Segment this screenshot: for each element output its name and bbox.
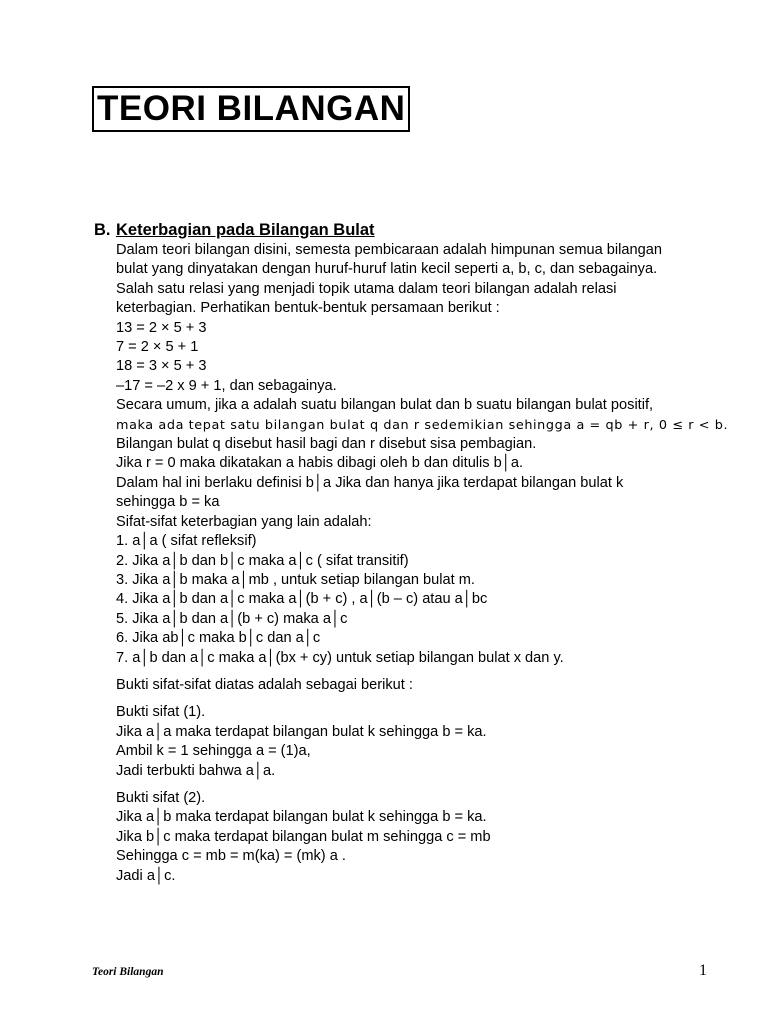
text-line: bulat yang dinyatakan dengan huruf-huruf latin kecil seperti a, b, c, dan sebagainya. [116,261,658,278]
page-number: 1 [699,962,707,979]
text-line: 6. Jika ab│c maka b│c dan a│c [116,630,321,647]
body-text [116,241,736,886]
text-line: Jika a│a maka terdapat bilangan bulat k sehingga b = ka. [116,723,487,740]
section-header [94,220,375,240]
text-line: Bukti sifat-sifat diatas adalah sebagai berikut : [116,676,413,693]
text-line: Secara umum, jika a adalah suatu bilangan bulat dan b suatu bilangan bulat positif, [116,397,654,414]
text-line: Jadi terbukti bahwa a│a. [116,762,276,779]
text-line: –17 = –2 x 9 + 1, dan sebagainya. [116,377,337,394]
text-line: Dalam teori bilangan disini, semesta pembicaraan adalah himpunan semua bilangan [116,242,662,258]
paragraph-gap [116,668,736,676]
text-line: Bukti sifat (1). [116,704,206,721]
text-line: 3. Jika a│b maka a│mb , untuk setiap bilangan bulat m. [116,571,475,588]
text-line: Jika r = 0 maka dikatakan a habis dibagi oleh b dan ditulis b│a. [116,455,524,472]
text-line: Jika b│c maka terdapat bilangan bulat m sehingga c = mb [116,828,491,845]
text-line: 7. a│b dan a│c maka a│(bx + cy) untuk setiap bilangan bulat x dan y. [116,649,564,666]
text-line: Sehingga c = mb = m(ka) = (mk) a . [116,848,346,865]
text-line: Sifat-sifat keterbagian yang lain adalah: [116,513,372,530]
text-line: 13 = 2 × 5 + 3 [116,319,207,336]
text-line: Ambil k = 1 sehingga a = (1)a, [116,743,311,760]
text-line: keterbagian. Perhatikan bentuk-bentuk persamaan berikut : [116,300,500,317]
footer-title: Teori Bilangan [92,966,164,978]
text-line: 4. Jika a│b dan a│c maka a│(b + c) , a│(b – c) atau a│bc [116,591,488,608]
text-line: Salah satu relasi yang menjadi topik utama dalam teori bilangan adalah relasi [116,280,617,297]
text-line: Bukti sifat (2). [116,789,206,806]
text-line: Jika a│b maka terdapat bilangan bulat k sehingga b = ka. [116,809,487,826]
paragraph-gap [116,781,736,789]
text-line: Dalam hal ini berlaku definisi b│a Jika dan hanya jika terdapat bilangan bulat k [116,474,624,491]
text-line: Jadi a│c. [116,867,176,884]
section-heading: Keterbagian pada Bilangan Bulat [116,221,375,239]
paragraph-gap [116,695,736,703]
text-line: 2. Jika a│b dan b│c maka a│c ( sifat transitif) [116,552,409,569]
text-line: maka ada tepat satu bilangan bulat q dan r sedemikian sehingga a = qb + r, 0 ≤ r < b. [116,417,729,433]
text-line: 18 = 3 × 5 + 3 [116,358,207,375]
section-number: B. [94,221,111,239]
text-line: 7 = 2 × 5 + 1 [116,339,199,356]
page-title: TEORI BILANGAN [92,86,410,132]
text-line: sehingga b = ka [116,494,220,511]
text-line: Bilangan bulat q disebut hasil bagi dan r disebut sisa pembagian. [116,436,537,453]
text-line: 5. Jika a│b dan a│(b + c) maka a│c [116,610,348,627]
text-line: 1. a│a ( sifat refleksif) [116,533,257,550]
